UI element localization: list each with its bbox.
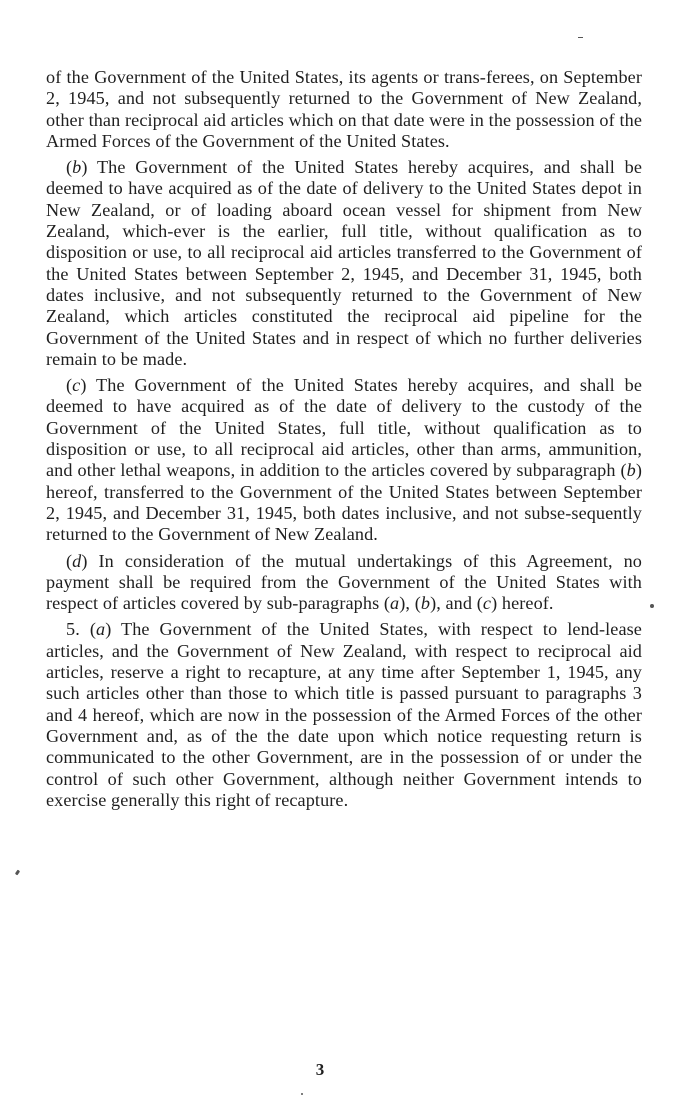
text-run: ) hereof. bbox=[491, 593, 554, 614]
scan-speck bbox=[578, 37, 583, 38]
text-run: ), and ( bbox=[430, 593, 483, 614]
paragraph-4b bbox=[46, 157, 642, 370]
body-text bbox=[46, 67, 642, 816]
text-run: ) The Government of the United States hereby acquires, and shall be deemed to have acquired as of the date of delivery to the United States depot in New Zealand, or of loading aboard ocean vessel for shipment from New Zealand, which-ever is the earlier, full title, without qualification as to disposition or use, to all reciprocal aid articles transferred to the Government of the United States between September 2, 1945, and December 31, 1945, both dates inclusive, and not subsequently returned to the Government of New Zealand, which articles constituted the reciprocal aid pipeline for the Government of the United States and in respect of which no further deliveries remain to be made. bbox=[46, 157, 642, 369]
text-run: ) The Government of the United States, with respect to lend-lease articles, and the Government of New Zealand, with respect to reciprocal aid articles, reserve a right to recapture, at any time after September 1, 1945, any such articles other than those to which title is passed pursuant to paragraphs 3 and 4 hereof, which are now in the possession of the Armed Forces of the other Government and, as of the the date upon which notice requesting return is communicated to the other Government, are in the possession of or under the control of such other Government, although neither Government intends to exercise generally this right of recapture. bbox=[46, 619, 642, 810]
scan-speck bbox=[650, 604, 654, 608]
text-run: 5. ( bbox=[66, 619, 96, 640]
text-run: ( bbox=[66, 157, 73, 178]
italic-run: c bbox=[72, 375, 81, 396]
text-run: ( bbox=[66, 375, 73, 396]
text-run: ( bbox=[66, 550, 73, 571]
text-run: ) The Government of the United States hereby acquires, and shall be deemed to have acquired as of the date of delivery to the custody of the Government of the United States, full title, without qualification as to disposition or use, to all reciprocal aid articles, other than arms, ammunition, and other lethal weapons, in addition to the articles covered by subparagraph ( bbox=[46, 375, 642, 481]
italic-run: a bbox=[390, 593, 400, 614]
italic-run: b bbox=[626, 460, 636, 481]
text-run: ), ( bbox=[399, 593, 421, 614]
paragraph-4d bbox=[46, 551, 642, 615]
paragraph-continuation bbox=[46, 67, 642, 152]
italic-run: d bbox=[72, 550, 82, 571]
text-run: ) In consideration of the mutual undertakings of this Agreement, no payment shall be required from the Government of the United States with respect of articles covered by sub-paragraphs ( bbox=[46, 550, 642, 614]
scan-speck bbox=[15, 870, 20, 876]
text-run: ) hereof, transferred to the Government of the United States between September 2, 1945, and December 31, 1945, both dates inclusive, and not subse-sequently returned to the Government of New Zealand. bbox=[46, 460, 642, 545]
paragraph-5a bbox=[46, 619, 642, 811]
paragraph-continuation-text: of the Government of the United States, its agents or trans-ferees, on September 2, 1945, and not subsequently returned to the Government of New Zealand, other than reciprocal aid articles which on that date were in the possession of the Armed Forces of the Government of the United States. bbox=[46, 67, 642, 151]
italic-run: a bbox=[95, 619, 106, 640]
paragraph-4c bbox=[46, 375, 642, 545]
page-number: 3 bbox=[315, 1060, 325, 1079]
italic-run: b bbox=[72, 157, 82, 178]
italic-run: c bbox=[482, 593, 492, 614]
scan-speck bbox=[301, 1093, 303, 1095]
italic-run: b bbox=[420, 593, 431, 614]
